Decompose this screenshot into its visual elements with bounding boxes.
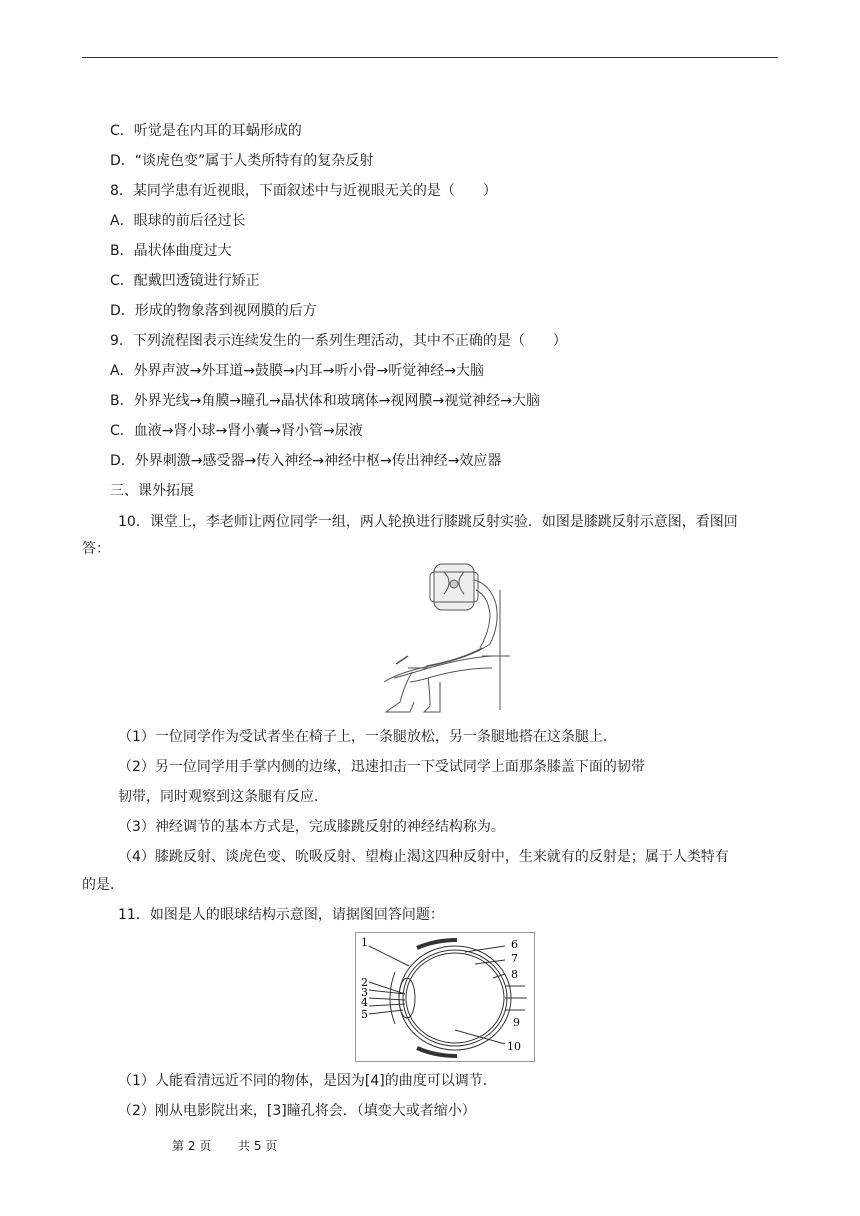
q10-sub2-cont: 韧带，同时观察到这条腿有反应．: [118, 789, 328, 805]
eye-label-2: 2: [361, 976, 368, 989]
q11-sub1: （1）人能看清远近不同的物体，是因为[4]的曲度可以调节．: [118, 1073, 497, 1089]
header-rule: [82, 57, 778, 58]
eye-label-7: 7: [511, 952, 518, 965]
eye-label-10: 10: [507, 1040, 521, 1053]
q7-option-c: C．听觉是在内耳的耳蜗形成的: [110, 123, 302, 139]
section-heading: 三、课外拓展: [110, 483, 194, 499]
q10-sub4-line2: 的是．: [82, 877, 124, 893]
q11-sub2: （2）刚从电影院出来，[3]瞳孔将会．（填变大或者缩小）: [118, 1103, 476, 1119]
knee-jerk-reflex-figure: [372, 560, 514, 714]
q10-sub3: （3）神经调节的基本方式是，完成膝跳反射的神经结构称为。: [118, 819, 505, 835]
q9-stem: 9．下列流程图表示连续发生的一系列生理活动，其中不正确的是（ ）: [110, 333, 567, 349]
q7-option-d: D．“谈虎色变”属于人类所特有的复杂反射: [110, 153, 374, 169]
eye-label-5: 5: [361, 1008, 368, 1021]
q8-option-b: B．晶状体曲度过大: [110, 243, 232, 259]
eyeball-structure-figure: [355, 932, 535, 1062]
page-number: 第 2 页: [172, 1139, 212, 1153]
page-total: 共 5 页: [238, 1139, 278, 1153]
q9-option-b: B．外界光线→角膜→瞳孔→晶状体和玻璃体→视网膜→视觉神经→大脑: [110, 393, 540, 409]
q10-sub4-line1: （4）膝跳反射、谈虎色变、吮吸反射、望梅止渴这四种反射中，生来就有的反射是；属于人类特有: [118, 849, 729, 865]
eye-label-3: 3: [361, 986, 368, 999]
q10-sub1: （1）一位同学作为受试者坐在椅子上，一条腿放松，另一条腿地搭在这条腿上．: [118, 729, 617, 745]
q8-option-c: C．配戴凹透镜进行矫正: [110, 273, 260, 289]
q8-option-a: A．眼球的前后径过长: [110, 213, 246, 229]
q9-option-c: C．血液→肾小球→肾小囊→肾小管→尿液: [110, 423, 363, 439]
q10-stem-line1: 10．课堂上，李老师让两位同学一组，两人轮换进行膝跳反射实验．如图是膝跳反射示意图，看图回: [118, 514, 738, 530]
q8-option-d: D．形成的物象落到视网膜的后方: [110, 303, 317, 319]
eye-label-4: 4: [361, 996, 368, 1009]
eye-label-6: 6: [511, 938, 518, 951]
q11-stem: 11．如图是人的眼球结构示意图，请据图回答问题：: [118, 907, 444, 923]
q10-sub2: （2）另一位同学用手掌内侧的边缘，迅速扣击一下受试同学上面那条膝盖下面的韧带: [118, 759, 645, 775]
q9-option-a: A．外界声波→外耳道→鼓膜→内耳→听小骨→听觉神经→大脑: [110, 363, 484, 379]
eye-label-1: 1: [361, 936, 368, 949]
eye-label-9: 9: [513, 1016, 520, 1029]
q9-option-d: D．外界刺激→感受器→传入神经→神经中枢→传出神经→效应器: [110, 453, 502, 469]
q10-stem-line2: 答：: [82, 541, 110, 557]
eye-label-8: 8: [511, 968, 518, 981]
q8-stem: 8．某同学患有近视眼，下面叙述中与近视眼无关的是（ ）: [110, 183, 497, 199]
